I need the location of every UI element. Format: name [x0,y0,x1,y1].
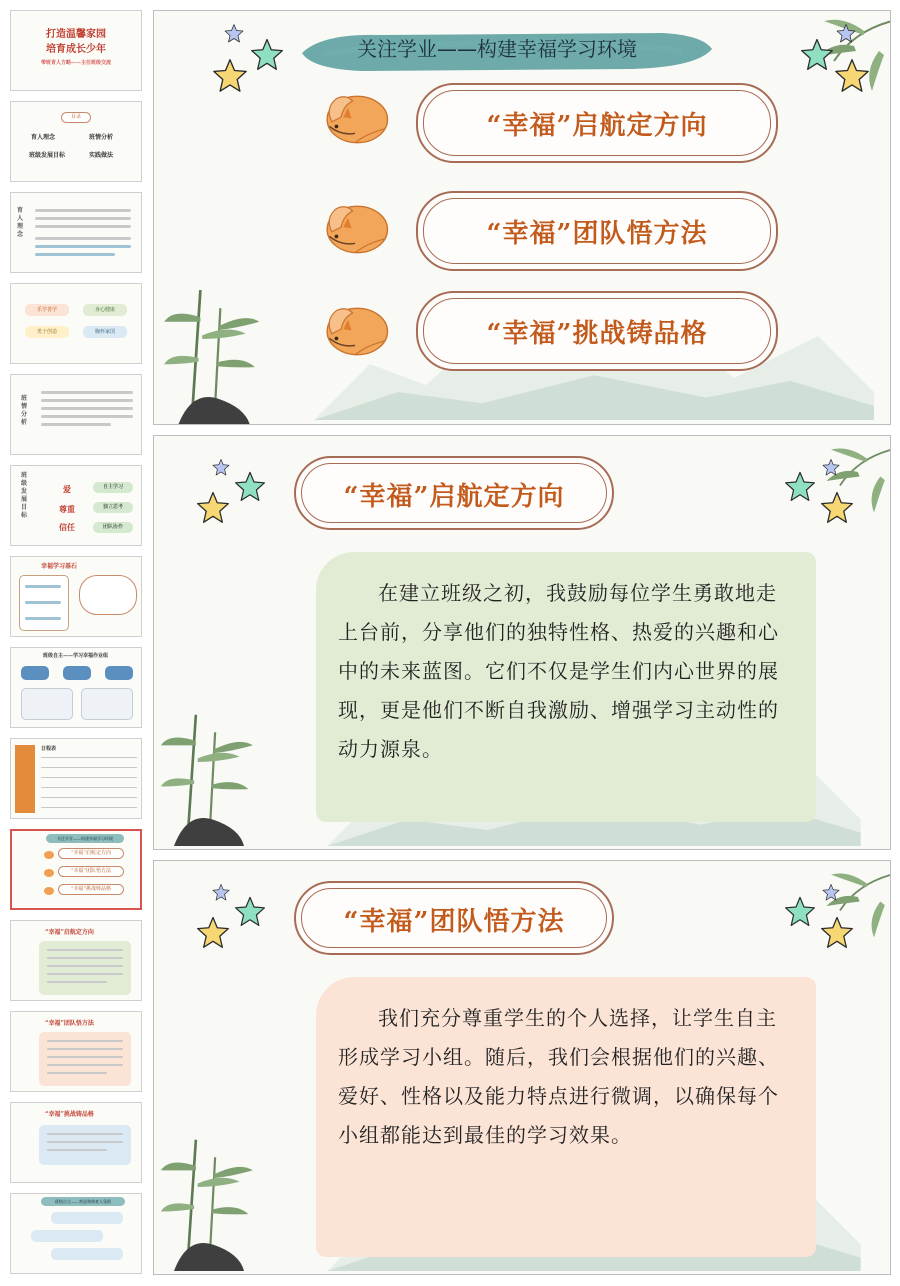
star-icon [212,883,230,901]
thumbnail-slide-2[interactable] [10,101,142,182]
thumb-title: 班级自主——学习幸福作业组 [43,653,109,659]
thumb-item: 独立思考 [93,502,133,513]
thumb-title: 班情分析 [20,395,27,426]
thumb-title: “幸福”挑战铸品格 [45,1111,94,1118]
fox-icon [320,299,390,357]
bamboo-rock-decoration [154,1131,264,1271]
thumb-item: 爱 [63,484,71,494]
slide-title: “幸福”团队悟方法 [343,907,565,937]
thumb-title: 打造温馨家园 [46,29,106,40]
star-icon [196,915,230,949]
thumb-item: 团队协作 [93,522,133,533]
section-banner [302,23,712,75]
slide-thumbnail-panel [0,0,148,1286]
thumbnail-slide-5[interactable] [10,374,142,455]
fox-icon [320,87,390,145]
star-icon [784,895,816,927]
star-icon [822,883,840,901]
body-text: 我们充分尊重学生的个人选择，让学生自主形成学习小组。随后，我们会根据他们的兴趣、爱好、性格以及能力特点进行微调，以确保每个小组都能达到最佳的学习效果。 [338,1006,779,1147]
item-pill-3[interactable] [416,291,778,371]
thumbnail-slide-12[interactable] [10,1011,142,1092]
slide-1-overview[interactable] [153,10,891,425]
thumb-item: 胸怀家国 [83,326,127,338]
thumb-title: 幸福学习基石 [41,563,78,570]
bamboo-rock-decoration [154,281,274,425]
thumb-title: 班级发展目标 [20,472,27,519]
star-icon [250,37,284,71]
slide-title: “幸福”启航定方向 [343,482,565,512]
thumb-title: 目录 [61,112,91,123]
star-icon [822,458,840,476]
thumbnail-slide-1[interactable] [10,10,142,91]
thumbnail-slide-7[interactable] [10,556,142,637]
thumb-item: 班情分析 [89,134,114,141]
thumbnail-slide-8[interactable] [10,647,142,728]
thumb-item: 勇于创造 [25,326,69,338]
star-icon [196,490,230,524]
star-icon [234,895,266,927]
thumb-title: 育人理念 [16,207,23,238]
bamboo-rock-decoration [154,706,264,846]
thumbnail-slide-9[interactable] [10,738,142,819]
thumb-item: “幸福”团队悟方法 [58,866,124,877]
thumb-title: 关注学业——构建幸福学习环境 [46,834,124,843]
thumbnail-slide-11[interactable] [10,920,142,1001]
thumbnail-slide-10-active[interactable] [10,829,142,910]
slide-title-pill [294,881,614,955]
star-icon [820,490,854,524]
star-icon [784,470,816,502]
star-icon [820,915,854,949]
item-label: “幸福”团队悟方法 [486,219,708,249]
thumb-title: “幸福”启航定方向 [45,929,94,936]
thumb-title: 日程表 [41,746,57,752]
thumb-item: 育人理念 [31,134,56,141]
thumbnail-slide-6[interactable] [10,465,142,546]
thumb-note: 带班育人方略——主任班级交流 [40,60,111,66]
content-card [316,552,816,822]
body-text: 在建立班级之初，我鼓励每位学生勇敢地走上台前，分享他们的独特性格、热爱的兴趣和心中的未来蓝图。它们不仅是学生们内心世界的展现，更是他们不断自我激励、增强学习主动性的动力源泉。 [338,581,779,761]
star-icon [234,470,266,502]
star-icon [834,57,870,93]
star-icon [836,23,856,43]
star-icon [224,23,244,43]
fox-icon [320,197,390,255]
thumb-title: 班级自主——营造和谐育人氛围 [41,1197,125,1206]
thumbnail-slide-4[interactable] [10,283,142,364]
star-icon [212,458,230,476]
thumb-item: 尊重 [59,504,75,514]
slide-title-pill [294,456,614,530]
thumbnail-slide-14[interactable] [10,1193,142,1274]
content-card [316,977,816,1257]
slide-3-detail[interactable] [153,860,891,1275]
thumb-item: “幸福”启航定方向 [58,848,124,859]
thumb-item: 身心健康 [83,304,127,316]
star-icon [800,37,834,71]
thumb-item: 实践做法 [89,152,114,159]
thumbnail-slide-3[interactable] [10,192,142,273]
thumb-item: 班级发展目标 [29,152,66,159]
thumb-title: “幸福”团队悟方法 [45,1020,94,1027]
star-icon [212,57,248,93]
thumb-item: 自主学习 [93,482,133,493]
banner-title: 关注学业——构建幸福学习环境 [357,37,637,61]
thumb-subtitle: 培育成长少年 [46,44,106,55]
item-label: “幸福”挑战铸品格 [486,319,708,349]
thumb-item: 乐学善学 [25,304,69,316]
thumb-item: 信任 [59,522,75,532]
item-label: “幸福”启航定方向 [486,111,708,141]
thumb-item: “幸福”挑战铸品格 [58,884,124,895]
thumbnail-slide-13[interactable] [10,1102,142,1183]
item-pill-2[interactable] [416,191,778,271]
slide-2-detail[interactable] [153,435,891,850]
item-pill-1[interactable] [416,83,778,163]
